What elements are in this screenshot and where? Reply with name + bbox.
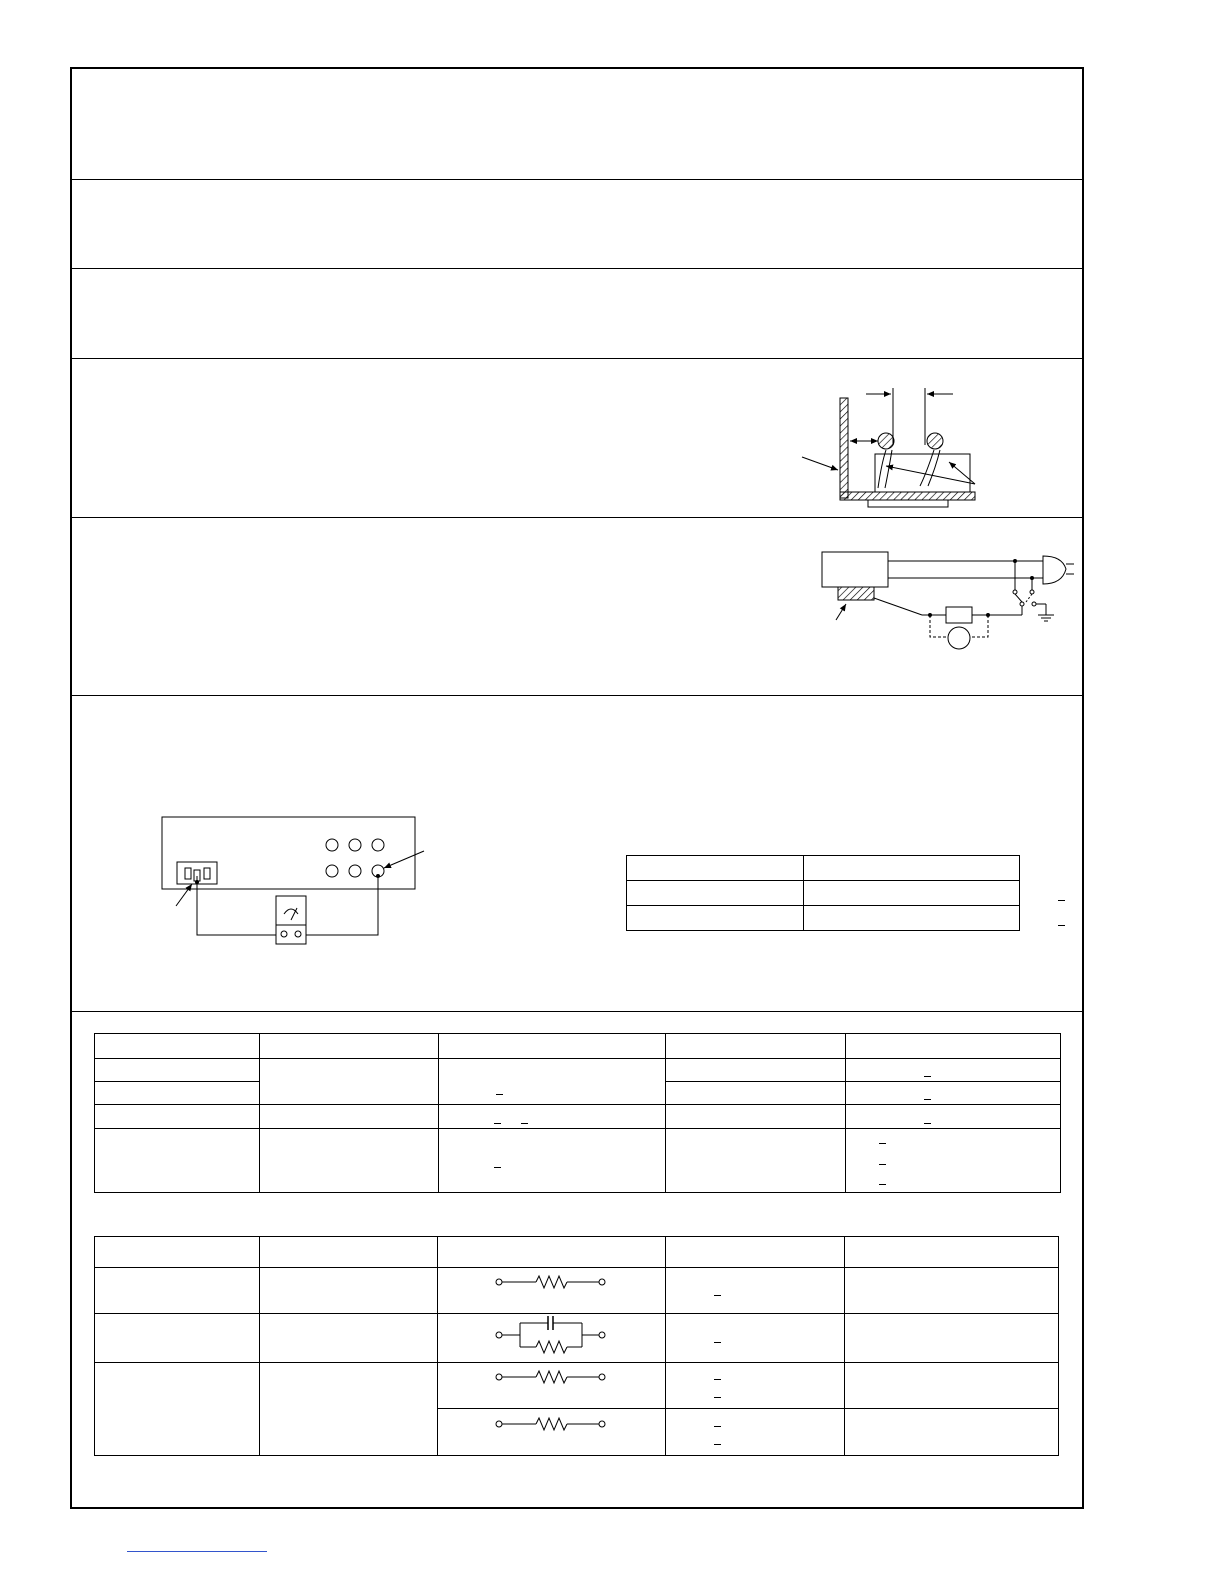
table-cell [260, 1363, 438, 1456]
table-cell [260, 1129, 439, 1193]
table-row [95, 1268, 1059, 1314]
section-divider [70, 358, 1084, 359]
table-header-cell [95, 1237, 260, 1268]
table-row [95, 1363, 1059, 1409]
table-cell [439, 1105, 666, 1129]
table-cell [438, 1363, 666, 1409]
table-row [95, 1314, 1059, 1363]
spec-table-b [94, 1236, 1059, 1456]
table-cell [260, 1059, 439, 1105]
table-cell [438, 1409, 666, 1456]
table-cell [845, 1268, 1059, 1314]
table-header-cell [846, 1034, 1061, 1059]
table-header-row [95, 1237, 1059, 1268]
table-cell [95, 1105, 260, 1129]
section-divider [70, 517, 1084, 518]
section-divider [70, 1011, 1084, 1012]
table-cell [438, 1268, 666, 1314]
clearance-distance-diagram [790, 380, 990, 515]
spec-table-a [94, 1033, 1061, 1193]
table-cell [95, 1059, 260, 1082]
table-cell [439, 1059, 666, 1105]
table-header-cell [666, 1237, 845, 1268]
table-cell [666, 1268, 845, 1314]
resistor-capacitor-symbol [438, 1314, 666, 1359]
table-header-cell [260, 1237, 438, 1268]
table-cell [666, 1363, 845, 1409]
table-cell [260, 1268, 438, 1314]
table-row [627, 856, 1020, 881]
table-cell [95, 1082, 260, 1105]
section-divider [70, 268, 1084, 269]
table-header-cell [439, 1034, 666, 1059]
table-header-row [95, 1034, 1061, 1059]
table-cell [95, 1314, 260, 1363]
table-cell [95, 1363, 260, 1456]
table-cell [627, 906, 804, 931]
table-cell [627, 856, 804, 881]
resistor-symbol [438, 1268, 666, 1310]
table-cell [845, 1363, 1059, 1409]
table-row [95, 1105, 1061, 1129]
table-header-cell [845, 1237, 1059, 1268]
table-row [627, 881, 1020, 906]
table-cell [846, 1082, 1061, 1105]
table-cell [438, 1314, 666, 1363]
table-cell [846, 1059, 1061, 1082]
table-header-cell [95, 1034, 260, 1059]
section-divider [70, 179, 1084, 180]
table-cell [627, 881, 804, 906]
table-cell [804, 906, 1020, 931]
table-cell [95, 1129, 260, 1193]
table-cell [260, 1314, 438, 1363]
insulation-test-panel-diagram [160, 815, 440, 950]
table-cell [666, 1314, 845, 1363]
table-cell [804, 881, 1020, 906]
resistor-symbol [438, 1363, 666, 1405]
table-cell [846, 1129, 1061, 1193]
table-header-cell [438, 1237, 666, 1268]
table-cell [846, 1105, 1061, 1129]
table-cell [666, 1105, 846, 1129]
table-cell [666, 1409, 845, 1456]
table-cell [845, 1409, 1059, 1456]
table-row [627, 906, 1020, 931]
footer-link[interactable] [127, 1551, 267, 1552]
resistor-symbol [438, 1409, 666, 1452]
table-row [95, 1129, 1061, 1193]
insulation-resistance-table [626, 855, 1020, 931]
table-cell [804, 856, 1020, 881]
table-cell [666, 1129, 846, 1193]
section-divider [70, 695, 1084, 696]
leakage-current-circuit-diagram [820, 545, 1080, 660]
table-cell [95, 1268, 260, 1314]
table-header-cell [260, 1034, 439, 1059]
table-header-cell [666, 1034, 846, 1059]
table-cell [666, 1059, 846, 1082]
table-cell [845, 1314, 1059, 1363]
table-row [95, 1059, 1061, 1082]
table-cell [439, 1129, 666, 1193]
table-cell [260, 1105, 439, 1129]
table-cell [666, 1082, 846, 1105]
